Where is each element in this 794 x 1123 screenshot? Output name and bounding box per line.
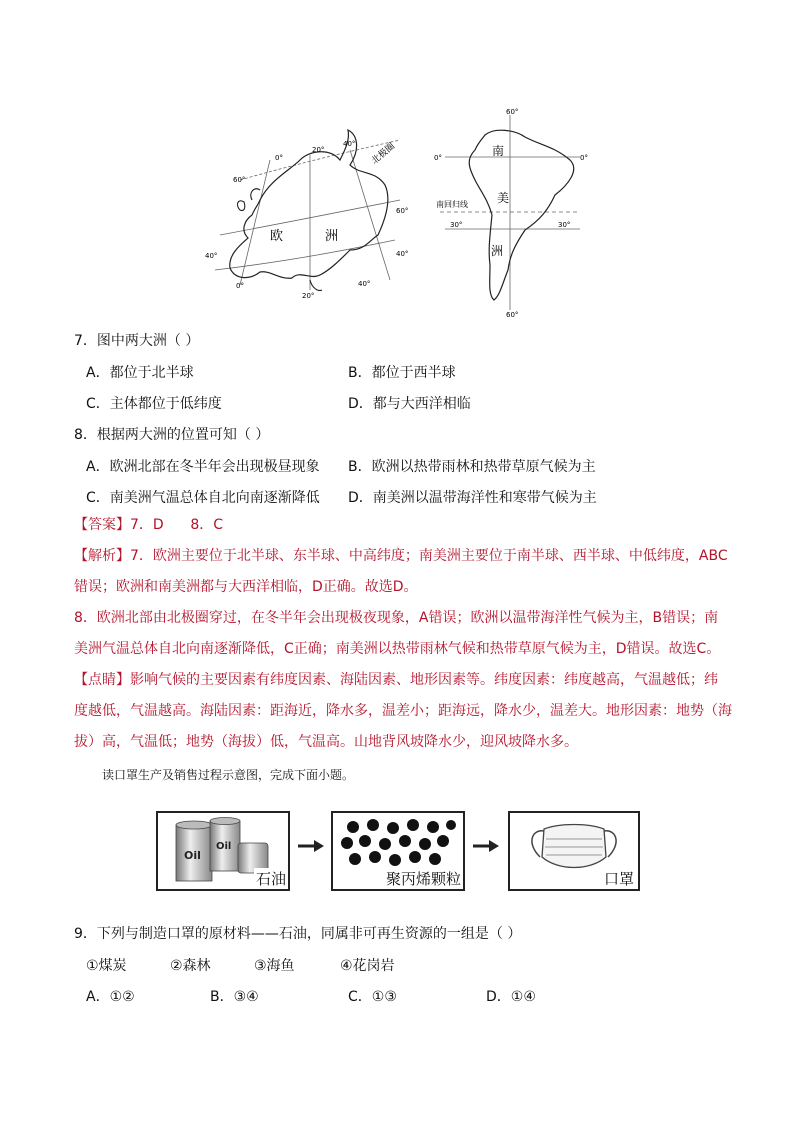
arctic-circle-label: 北极圈: [369, 141, 398, 167]
sa-deg-60-bottom: 60°: [506, 311, 519, 319]
analysis-tag: 【解析】: [74, 548, 130, 564]
sa-deg-30-right: 30°: [558, 221, 571, 229]
q8-option-a[interactable]: A．欧洲北部在冬半年会出现极昼现象: [86, 459, 320, 475]
tips-block: [74, 665, 734, 758]
q9-option-d[interactable]: D．①④: [486, 989, 536, 1005]
sa-deg-30-left: 30°: [450, 221, 463, 229]
q9-option-a[interactable]: A．①②: [86, 989, 135, 1005]
europe-deg-20-bottom: 20°: [302, 292, 315, 300]
flow-label-mask: 口罩: [603, 870, 634, 888]
analysis-line-4: 美洲气温总体自北向南逐渐降低，C正确；南美洲以热带雨林气候和热带草原气候为主，D错误。故选C。: [74, 641, 721, 657]
europe-deg-20: 20°: [312, 146, 325, 154]
analysis-line-2: 错误；欧洲和南美洲都与大西洋相临，D正确。故选D。: [74, 579, 418, 595]
q8-option-c[interactable]: C．南美洲气温总体自北向南逐渐降低: [86, 490, 320, 506]
answer-tag: 【答案】: [74, 517, 130, 533]
sa-deg-60-top: 60°: [506, 108, 519, 116]
europe-deg-0: 0°: [275, 154, 283, 162]
europe-deg-60-left: 60°: [233, 176, 246, 184]
tips-line-3: 拔）高，气温低；地势（海拔）低，气温高。山地背风坡降水少，迎风坡降水多。: [74, 734, 578, 750]
sa-deg-0-left: 0°: [434, 154, 442, 162]
answer-text: 7．D 8．C: [130, 517, 224, 533]
q9-option-b[interactable]: B．③④: [210, 989, 259, 1005]
q8-stem: 8．根据两大洲的位置可知（ ）: [74, 427, 270, 443]
q9-item-4: ④花岗岩: [340, 958, 395, 974]
flow-arrow-1: [298, 840, 324, 852]
flow-label-polypropylene: 聚丙烯颗粒: [385, 870, 461, 888]
sa-label-2: 美: [497, 191, 510, 205]
analysis-line-1: 【解析】7．欧洲主要位于北半球、东半球、中高纬度；南美洲主要位于南半球、西半球、中低纬度，ABC: [74, 548, 728, 564]
europe-deg-0-bottom: 0°: [236, 282, 244, 290]
q7-stem: 7．图中两大洲（ ）: [74, 333, 200, 349]
q7-option-a[interactable]: A．都位于北半球: [86, 365, 194, 381]
flow-arrow-2: [473, 840, 499, 852]
tips-line-2: 度越低，气温越高。海陆因素：距海近，降水多，温差小；距海远，降水少，温差大。地形因素：地势（海: [74, 703, 732, 719]
europe-deg-40-left: 40°: [205, 252, 218, 260]
intro-text: 读口罩生产及销售过程示意图，完成下面小题。: [102, 768, 355, 782]
analysis-line-3: 8．欧洲北部由北极圈穿过，在冬半年会出现极夜现象，A错误；欧洲以温带海洋性气候为主，B错误；南: [74, 610, 719, 626]
q7-option-b[interactable]: B．都位于西半球: [348, 365, 456, 381]
flow-box-oil: [156, 811, 290, 891]
europe-deg-40-bottom: 40°: [358, 280, 371, 288]
flow-box-mask: [508, 811, 640, 891]
flow-label-oil: 石油: [255, 870, 286, 888]
sa-deg-0-right: 0°: [580, 154, 588, 162]
q9-item-1: ①煤炭: [86, 958, 127, 974]
q7-option-c[interactable]: C．主体都位于低纬度: [86, 396, 222, 412]
europe-label-right: 洲: [325, 229, 339, 244]
analysis-block: [74, 541, 734, 665]
sa-label-1: 南: [492, 144, 505, 158]
europe-map: [200, 120, 415, 300]
tropic-label: 南回归线: [436, 200, 468, 209]
q8-option-d[interactable]: D．南美洲以温带海洋性和寒带气候为主: [348, 490, 597, 506]
europe-deg-40-right: 40°: [396, 250, 409, 258]
oil-text-2: Oil: [216, 841, 232, 852]
q7-option-d[interactable]: D．都与大西洋相临: [348, 396, 471, 412]
q9-item-2: ②森林: [170, 958, 211, 974]
q9-option-c[interactable]: C．①③: [348, 989, 397, 1005]
sa-label-3: 洲: [491, 244, 504, 258]
q9-item-3: ③海鱼: [254, 958, 295, 974]
tips-tag: 【点睛】: [74, 672, 130, 688]
europe-deg-40-top: 40°: [343, 140, 356, 148]
oil-text-1: Oil: [184, 849, 201, 862]
europe-deg-60-right: 60°: [396, 207, 409, 215]
flow-box-polypropylene: [331, 811, 465, 891]
answer-line: [74, 510, 223, 541]
tips-line-1: 【点睛】影响气候的主要因素有纬度因素、海陆因素、地形因素等。纬度因素：纬度越高，气温越低；纬: [74, 672, 718, 688]
europe-label-left: 欧: [270, 229, 284, 244]
q8-option-b[interactable]: B．欧洲以热带雨林和热带草原气候为主: [348, 459, 596, 475]
south-america-map: [430, 105, 600, 320]
q9-stem: 9．下列与制造口罩的原材料——石油，同属非可再生资源的一组是（ ）: [74, 926, 522, 942]
